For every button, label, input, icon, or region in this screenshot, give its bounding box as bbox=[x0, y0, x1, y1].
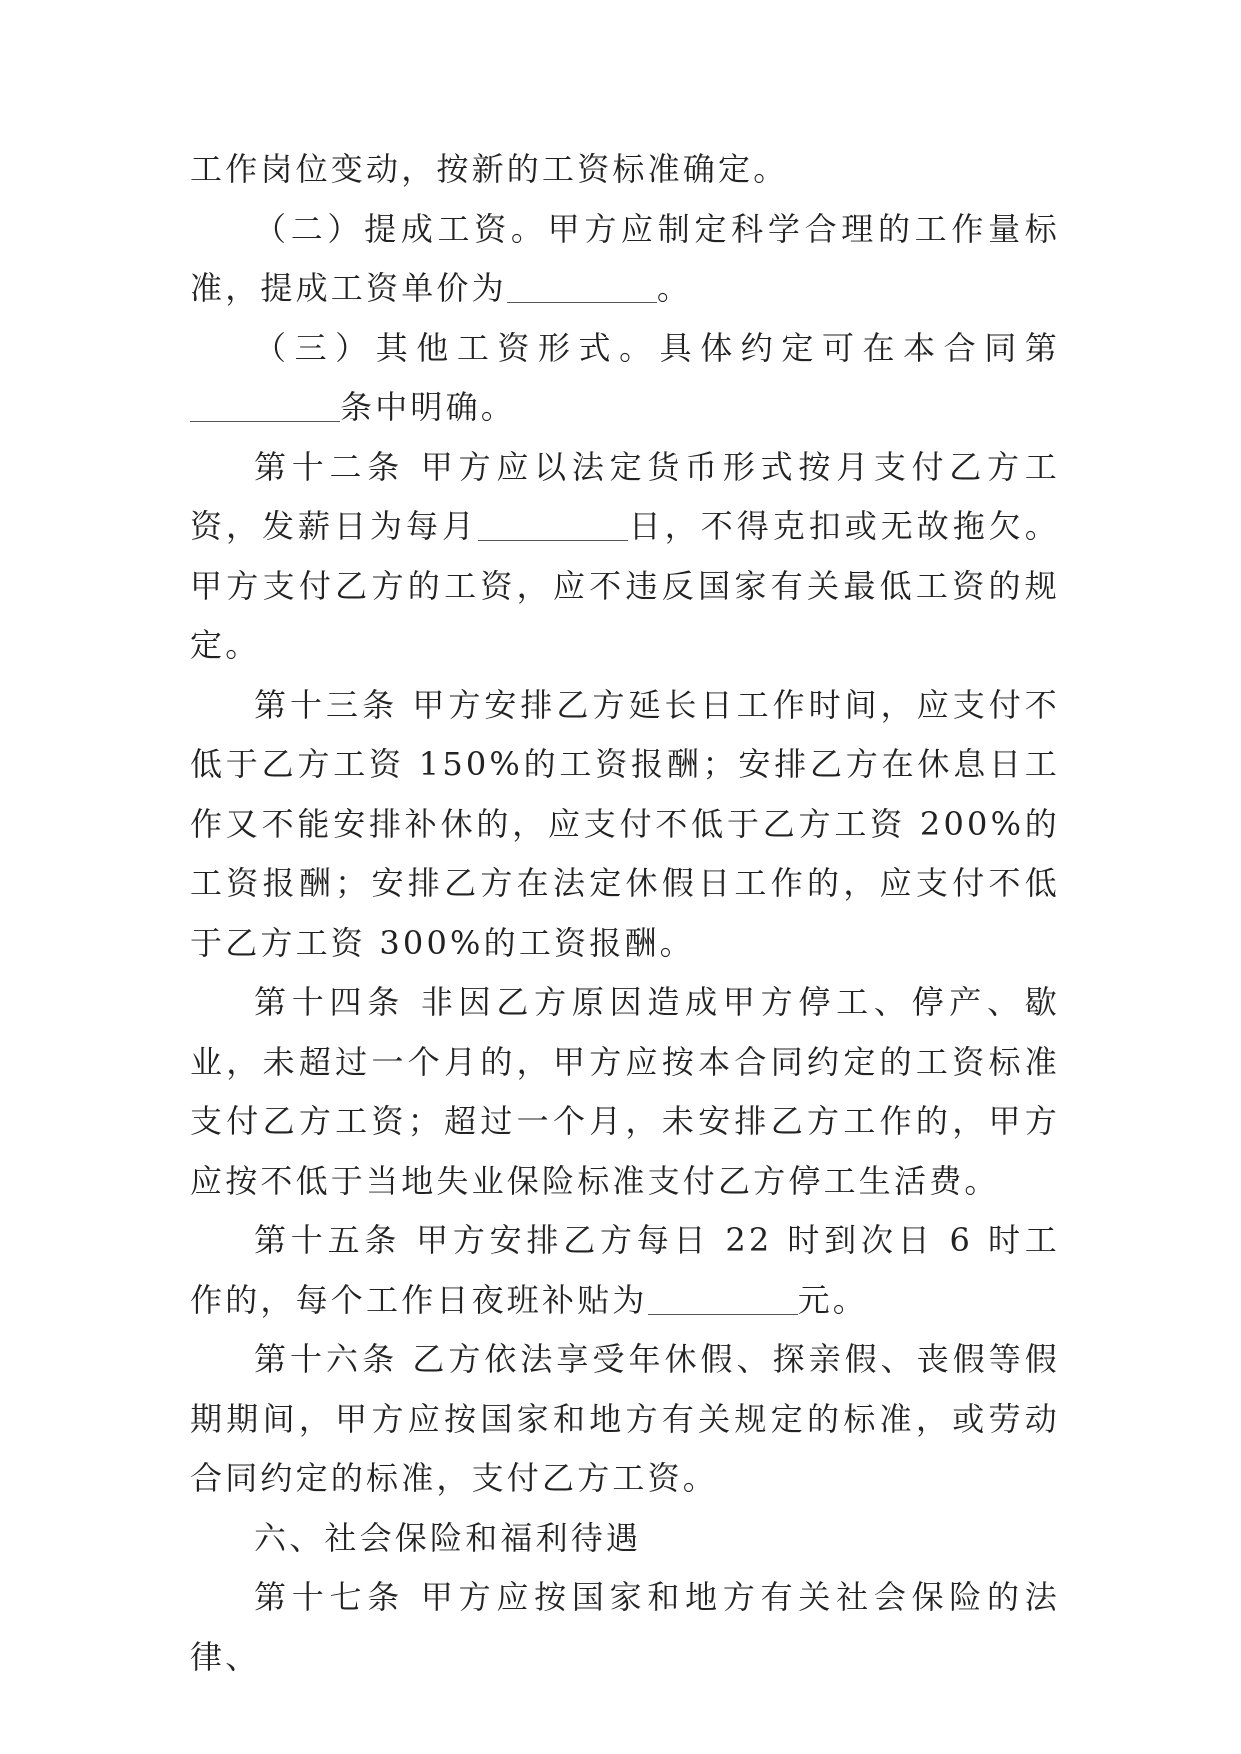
section-heading-social-insurance bbox=[190, 1509, 1060, 1569]
paragraph-other-wage bbox=[190, 319, 1060, 438]
paragraph-text: 第十六条 乙方依法享受年休假、探亲假、丧假等假期期间，甲方应按国家和地方有关规定的标准，或劳动合同约定的标准，支付乙方工资。 bbox=[190, 1340, 1060, 1497]
paragraph-text: 第十三条 甲方安排乙方延长日工作时间，应支付不低于乙方工资 150%的工资报酬；安排乙方在休息日工作又不能安排补休的，应支付不低于乙方工资 200%的工资报酬；安排乙方在法定休假日工作的，应支付不低于乙方工资 300%的工资报酬。 bbox=[190, 685, 1060, 962]
fill-in-blank-clause-number[interactable] bbox=[190, 389, 340, 422]
paragraph-text: （二）提成工资。甲方应制定科学合理的工作量标准，提成工资单价为 bbox=[190, 209, 1060, 307]
paragraph-text: 。 bbox=[656, 269, 693, 307]
paragraph-text: 第十七条 甲方应按国家和地方有关社会保险的法律、 bbox=[190, 1578, 1060, 1676]
article-16 bbox=[190, 1330, 1060, 1509]
fill-in-blank-unit-price[interactable] bbox=[507, 270, 657, 303]
heading-text: 六、社会保险和福利待遇 bbox=[254, 1518, 642, 1557]
article-17 bbox=[190, 1568, 1060, 1687]
paragraph-wage-change bbox=[190, 140, 1060, 200]
fill-in-blank-night-allowance[interactable] bbox=[648, 1282, 798, 1315]
article-14 bbox=[190, 973, 1060, 1211]
document-page bbox=[190, 140, 1060, 1687]
article-13 bbox=[190, 676, 1060, 974]
paragraph-text: （三）其他工资形式。具体约定可在本合同第 bbox=[254, 328, 1060, 367]
paragraph-text: 第十四条 非因乙方原因造成甲方停工、停产、歇业，未超过一个月的，甲方应按本合同约定的工资标准支付乙方工资；超过一个月，未安排乙方工作的，甲方应按不低于当地失业保险标准支付乙方停工生活费。 bbox=[190, 983, 1060, 1200]
paragraph-text: 元。 bbox=[797, 1280, 869, 1319]
paragraph-text: 第十二条 甲方应以法定货币形式按月支付乙方工资，发薪日为每月 bbox=[190, 447, 1060, 545]
paragraph-commission-wage bbox=[190, 200, 1060, 319]
article-15 bbox=[190, 1211, 1060, 1330]
paragraph-text: 条中明确。 bbox=[340, 388, 517, 426]
fill-in-blank-payday[interactable] bbox=[478, 508, 628, 541]
paragraph-text: 工作岗位变动，按新的工资标准确定。 bbox=[190, 150, 789, 188]
article-12 bbox=[190, 438, 1060, 676]
paragraph-text: 第十五条 甲方安排乙方每日 22 时到次日 6 时工作的，每个工作日夜班补贴为 bbox=[190, 1221, 1060, 1319]
paragraph-text: 日，不得克扣或无故拖欠。甲方支付乙方的工资，应不违反国家有关最低工资的规定。 bbox=[190, 507, 1060, 664]
